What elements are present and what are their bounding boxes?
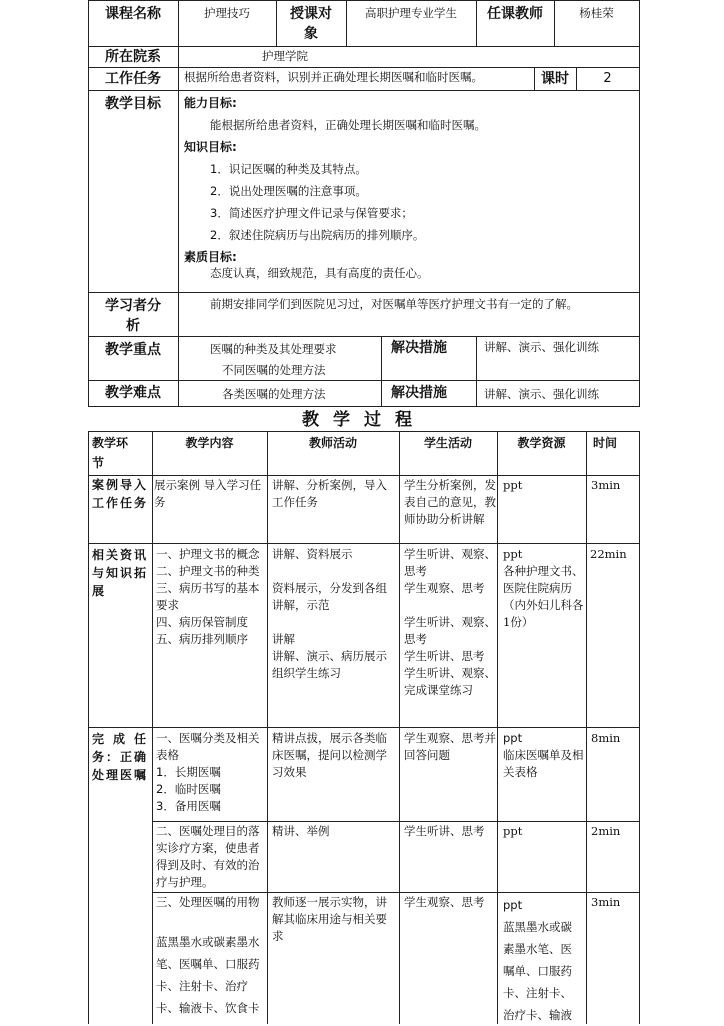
row1-time: 3min (591, 478, 621, 492)
teacher-label: 任课教师 (487, 6, 543, 22)
difficult-point-text: 各类医嘱的处理方法 (222, 387, 326, 401)
row3c-resource: ppt 蓝黑墨水或碳素墨水笔、医嘱单、口服药卡、注射卡、治疗卡、输液 (503, 898, 572, 1022)
objectives-label: 教学目标 (105, 96, 161, 112)
difficult-solution: 讲解、演示、强化训练 (484, 387, 599, 401)
knowledge-item: 1．识记医嘱的种类及其特点。 (210, 162, 367, 176)
knowledge-item: 2．叙述住院病历与出院病历的排列顺序。 (210, 228, 425, 242)
row3a-time: 8min (591, 731, 621, 745)
row3c-teacher: 教师逐一展示实物，讲解其临床用途与相关要求 (272, 895, 387, 943)
ability-title: 能力目标: (184, 96, 237, 110)
key-point-line: 医嘱的种类及其处理要求 (210, 342, 337, 356)
row3a-content: 一、医嘱分类及相关表格 1．长期医嘱 2．临时医嘱 3．备用医嘱 (156, 731, 260, 813)
row3b-resource: ppt (503, 824, 523, 838)
row3a-teacher: 精讲点拔，展示各类临床医嘱，提问以检测学习效果 (272, 731, 387, 779)
row3b-teacher: 精讲、举例 (272, 824, 330, 838)
content-header: 教学内容 (185, 436, 234, 450)
key-solution: 讲解、演示、强化训练 (484, 340, 599, 354)
row3c-content-items: 蓝黑墨水或碳素墨水笔、医嘱单、口服药卡、注射卡、治疗卡、输液卡、饮食卡 (156, 935, 260, 1015)
teacher-activity-header: 教师活动 (308, 436, 357, 450)
stage-case-intro: 案例导入工作任务 (92, 478, 146, 510)
process-title: 教学过程 (302, 410, 426, 430)
key-point-line: 不同医嘱的处理方法 (222, 363, 326, 377)
course-name-label: 课程名称 (105, 6, 161, 22)
knowledge-item: 2．说出处理医嘱的注意事项。 (210, 184, 367, 198)
stage-related-info: 相关资讯与知识拓展 (92, 548, 146, 598)
learner-text: 前期安排同学们到医院见习过，对医嘱单等医疗护理文书有一定的了解。 (210, 297, 578, 311)
row1-resource: ppt (503, 478, 523, 492)
ability-text: 能根据所给患者资料，正确处理长期医嘱和临时医嘱。 (210, 118, 486, 132)
quality-title: 素质目标: (184, 250, 237, 264)
row2-content: 一、护理文书的概念 二、护理文书的种类 三、病历书写的基本要求 四、病历保管制度 五、病历排列顺序 (156, 547, 260, 646)
hours: 2 (603, 71, 612, 86)
college: 护理学院 (262, 49, 308, 63)
audience: 高职护理专业学生 (365, 6, 457, 20)
stage-complete-task: 完成任务：正确处理医嘱 (92, 732, 146, 782)
hours-label: 课时 (541, 71, 569, 87)
row3c-time: 3min (591, 895, 621, 909)
row3b-content: 二、医嘱处理目的落实诊疗方案，使患者得到及时、有效的治疗与护理。 (156, 824, 260, 889)
quality-text: 态度认真，细致规范，具有高度的责任心。 (210, 266, 429, 280)
difficult-points-label: 教学难点 (105, 385, 161, 401)
student-activity-header: 学生活动 (423, 436, 472, 450)
row3c-student: 学生观察、思考 (404, 895, 485, 909)
learner-label-1: 学习者分 (105, 298, 161, 314)
teacher-name: 杨桂荣 (579, 6, 614, 20)
row2-teacher: 讲解、资料展示 资料展示，分发到各组 讲解，示范 讲解 讲解、演示、病历展示组织学生练习 (272, 547, 387, 680)
stage-header-2: 节 (92, 456, 105, 470)
knowledge-title: 知识目标: (184, 140, 237, 154)
difficult-solution-label: 解决措施 (391, 385, 447, 401)
row1-student: 学生分析案例，发表自己的意见，教师协助分析讲解 (404, 478, 496, 526)
row3b-student: 学生听讲、思考 (404, 824, 485, 838)
time-header: 时间 (592, 436, 617, 450)
row3c-content-title: 三、处理医嘱的用物 (156, 895, 260, 909)
row3a-student: 学生观察、思考并回答问题 (404, 731, 496, 762)
row3a-resource: ppt 临床医嘱单及相关表格 (503, 731, 584, 779)
row3b-time: 2min (591, 824, 621, 838)
row2-time: 22min (590, 547, 627, 561)
course-name: 护理技巧 (204, 6, 250, 20)
audience-label-2: 象 (304, 26, 318, 42)
learner-label-2: 析 (126, 318, 140, 334)
resource-header: 教学资源 (517, 436, 566, 450)
row1-content: 展示案例 导入学习任务 (154, 478, 262, 509)
key-solution-label: 解决措施 (391, 340, 447, 356)
stage-header-1: 教学环 (92, 436, 129, 450)
row2-resource: ppt 各种护理文书、医院住院病历（内外妇儿科各1份） (503, 547, 584, 629)
task-text: 根据所给患者资料，识别并正确处理长期医嘱和临时医嘱。 (184, 70, 483, 84)
row2-student: 学生听讲、观察、思考 学生观察、思考 学生听讲、观察、思考 学生听讲、思考 学生听讲、观察、完成课堂练习 (404, 547, 496, 697)
row1-teacher: 讲解、分析案例，导入工作任务 (272, 478, 387, 509)
college-label: 所在院系 (105, 49, 161, 65)
audience-label-1: 授课对 (290, 6, 332, 22)
knowledge-item: 3．简述医疗护理文件记录与保管要求； (210, 206, 413, 220)
key-points-label: 教学重点 (105, 342, 161, 358)
task-label: 工作任务 (105, 71, 161, 87)
